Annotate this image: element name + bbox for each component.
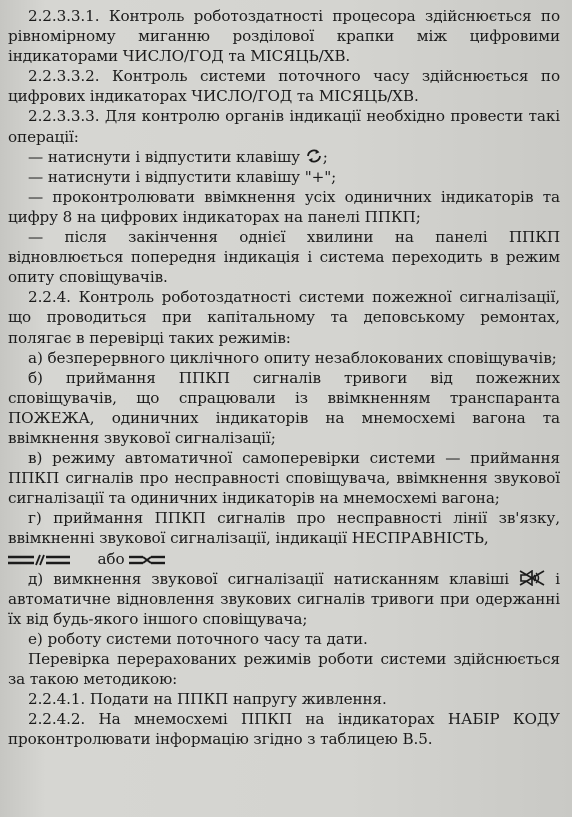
- mode-g-symbols: [8, 549, 560, 569]
- crossed-speaker-icon: [519, 570, 545, 586]
- broken-line-icon: [8, 554, 70, 566]
- short-circuit-icon: [129, 554, 165, 566]
- paragraph-2-2-4: 2.2.4. Контроль роботоздатності системи пожежної сигналізації, що проводиться при капітальному та деповському ремонтах, полягає в перевірці таких режимів:: [8, 288, 560, 347]
- step-check-indicators: — проконтролювати ввімкнення усіх одиничних індикаторів та цифру 8 на цифрових індикаторах на панелі ППКП;: [8, 187, 560, 226]
- mode-d: [8, 569, 560, 629]
- mode-v: в) режиму автоматичної самоперевірки системи — приймання ППКП сигналів про несправності сповіщувача, ввімкнення звукової сигналізації та одиничних індикаторів на мнемосхемі вагона;: [8, 449, 560, 508]
- mode-b: б) приймання ППКП сигналів тривоги від пожежних сповіщувачів, що спрацювали із ввімкненням транспаранта ПОЖЕЖА, одиничних індикаторів на мнемосхемі вагона та ввімкнення звукової сигналізації;: [8, 368, 560, 447]
- check-method-intro: Перевірка перерахованих режимів роботи системи здійснюється за такою методикою:: [8, 650, 560, 689]
- paragraph-2-2-4-2: 2.2.4.2. На мнемосхемі ППКП на індикаторах НАБІР КОДУ проконтролювати інформацію згідно з таблицею В.5.: [8, 710, 560, 749]
- step-press-reset-tail: ;: [322, 147, 328, 166]
- step-press-reset-key: [8, 147, 560, 167]
- mode-g: г) приймання ППКП сигналів про несправності лінії зв'язку, ввімкненні звукової сигналізації, індикації НЕСПРАВНІСТЬ,: [8, 509, 560, 548]
- mode-d-text: д) вимкнення звукової сигналізації натисканням клавіші: [28, 569, 509, 588]
- rotate-arrows-icon: [305, 148, 323, 164]
- mode-e: е) роботу системи поточного часу та дати.: [28, 629, 368, 648]
- step-after-one-minute: — після закінчення однієї хвилини на панелі ППКП відновлюється попередня індикація і система переходить в режим опиту сповіщувачів.: [8, 228, 560, 287]
- step-press-plus-key: — натиснути і відпустити клавішу "+";: [28, 167, 337, 186]
- mode-a: а) безперервного циклічного опиту незаблокованих сповіщувачів;: [28, 348, 557, 367]
- mode-d-rest: і автоматичне відновлення звукових сигналів тривоги при одержанні їх від будь-якого іншого сповіщувача;: [8, 569, 561, 628]
- paragraph-2-2-3-3-1: 2.2.3.3.1. Контроль роботоздатності процесора здійснюється по рівномірному миганню розділової крапки між цифровими індикаторами ЧИСЛО/ГОД та МІСЯЦЬ/ХВ.: [8, 7, 560, 66]
- paragraph-2-2-3-3-2: 2.2.3.3.2. Контроль системи поточного часу здійснюється по цифрових індикаторах ЧИСЛО/ГОД та МІСЯЦЬ/ХВ.: [8, 67, 560, 106]
- step-press-reset-text: — натиснути і відпустити клавішу: [28, 147, 300, 166]
- paragraph-2-2-4-1: 2.2.4.1. Подати на ППКП напругу живлення.: [28, 690, 387, 709]
- mode-g-or: або: [97, 549, 125, 568]
- paragraph-2-2-3-3-3: 2.2.3.3.3. Для контролю органів індикації необхідно провести такі операції:: [8, 107, 560, 146]
